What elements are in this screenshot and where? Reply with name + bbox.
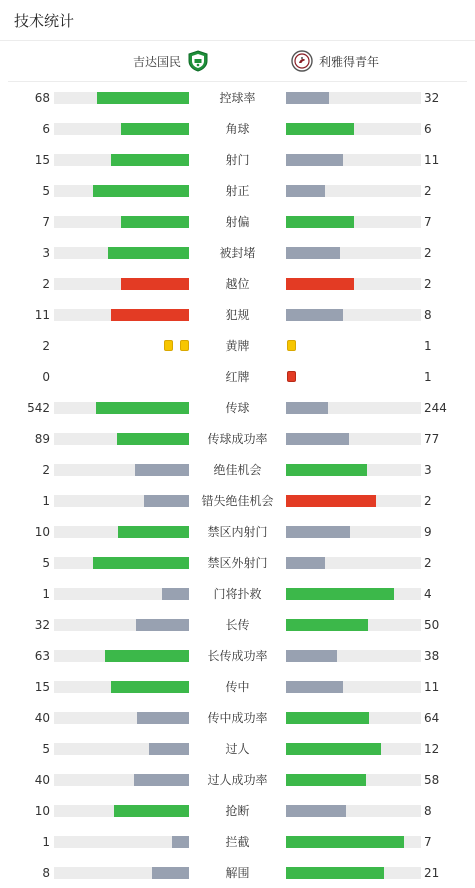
home-bar-track <box>54 712 189 724</box>
away-bar-track <box>286 247 421 259</box>
stat-label: 解围 <box>225 866 250 880</box>
home-value: 63 <box>34 649 50 663</box>
away-value: 9 <box>424 525 432 539</box>
stat-label: 过人 <box>225 742 250 756</box>
stat-row <box>0 646 475 666</box>
away-bar-track <box>286 464 421 476</box>
away-bar-track <box>286 681 421 693</box>
away-bar-fill <box>286 650 337 662</box>
home-bar-fill <box>152 867 189 879</box>
home-value: 1 <box>42 835 50 849</box>
home-bar-fill <box>149 743 189 755</box>
away-value: 58 <box>424 773 440 787</box>
stat-label: 传中 <box>225 680 250 694</box>
stat-label: 红牌 <box>225 370 250 384</box>
away-bar-fill <box>286 805 346 817</box>
stat-label: 过人成功率 <box>207 773 268 787</box>
home-team[interactable] <box>133 41 209 81</box>
home-bar-track <box>54 743 189 755</box>
stat-label: 控球率 <box>219 91 256 105</box>
stat-row <box>0 863 475 883</box>
home-bar-fill <box>137 712 189 724</box>
stat-label: 长传 <box>225 618 250 632</box>
away-value: 2 <box>424 184 432 198</box>
away-bar-fill <box>286 557 325 569</box>
away-bar-track <box>286 495 421 507</box>
away-bar-fill <box>286 867 384 879</box>
stat-label: 门将扑救 <box>213 587 262 601</box>
away-bar-track <box>286 588 421 600</box>
stat-label: 禁区外射门 <box>207 556 268 570</box>
stat-label: 射正 <box>225 184 250 198</box>
stat-label: 长传成功率 <box>207 649 268 663</box>
home-bar-track <box>54 402 189 414</box>
home-value: 10 <box>34 804 50 818</box>
stat-label: 射门 <box>225 153 250 167</box>
away-bar-fill <box>286 526 350 538</box>
home-value: 15 <box>34 680 50 694</box>
away-bar-fill <box>286 743 381 755</box>
away-bar-fill <box>286 836 404 848</box>
away-value: 50 <box>424 618 440 632</box>
away-value: 8 <box>424 804 432 818</box>
home-value: 5 <box>42 184 50 198</box>
home-bar-fill <box>134 774 189 786</box>
away-bar-fill <box>286 247 340 259</box>
stat-row <box>0 367 475 387</box>
stat-label: 错失绝佳机会 <box>201 494 274 508</box>
stat-row <box>0 398 475 418</box>
home-bar-track <box>54 588 189 600</box>
home-bar-fill <box>114 805 189 817</box>
away-value: 3 <box>424 463 432 477</box>
away-bar-track <box>286 402 421 414</box>
home-value: 542 <box>27 401 50 415</box>
stat-row <box>0 801 475 821</box>
away-bar-fill <box>286 464 367 476</box>
home-bar-fill <box>111 309 189 321</box>
red-card-icon <box>287 371 296 382</box>
stat-row <box>0 832 475 852</box>
away-bar-track <box>286 743 421 755</box>
home-value: 2 <box>42 463 50 477</box>
away-bar-track <box>286 433 421 445</box>
home-bar-track <box>54 557 189 569</box>
away-bar-track <box>286 154 421 166</box>
home-value: 89 <box>34 432 50 446</box>
away-value: 11 <box>424 680 440 694</box>
stat-row <box>0 181 475 201</box>
away-bar-track <box>286 836 421 848</box>
home-bar-fill <box>144 495 189 507</box>
home-bar-track <box>54 309 189 321</box>
away-team-crest-icon <box>291 50 313 72</box>
away-bar-track <box>286 712 421 724</box>
home-bar-track <box>54 836 189 848</box>
stat-label: 传中成功率 <box>207 711 268 725</box>
away-team-name: 利雅得青年 <box>319 54 380 69</box>
stat-row <box>0 88 475 108</box>
home-team-name: 吉达国民 <box>132 54 181 69</box>
home-bar-fill <box>121 123 189 135</box>
away-value: 64 <box>424 711 440 725</box>
away-bar-track <box>286 526 421 538</box>
teams-bar <box>8 41 467 82</box>
away-bar-fill <box>286 402 328 414</box>
stat-label: 传球成功率 <box>207 432 268 446</box>
home-bar-fill <box>121 278 189 290</box>
home-bar-track <box>54 154 189 166</box>
away-bar-fill <box>286 123 354 135</box>
home-bar-track <box>54 247 189 259</box>
page-header <box>0 0 475 41</box>
away-bar-track <box>286 619 421 631</box>
stat-label: 角球 <box>225 122 250 136</box>
away-bar-fill <box>286 619 368 631</box>
away-bar-track <box>286 185 421 197</box>
home-value: 40 <box>34 711 50 725</box>
away-bar-fill <box>286 774 366 786</box>
away-value: 21 <box>424 866 440 880</box>
stat-row <box>0 739 475 759</box>
home-bar-track <box>54 619 189 631</box>
away-bar-track <box>286 92 421 104</box>
home-bar-fill <box>111 681 189 693</box>
home-bar-track <box>54 526 189 538</box>
stat-row <box>0 429 475 449</box>
away-value: 4 <box>424 587 432 601</box>
stat-label: 越位 <box>225 277 250 291</box>
away-bar-fill <box>286 712 369 724</box>
home-value: 2 <box>42 339 50 353</box>
home-bar-fill <box>105 650 189 662</box>
away-bar-track <box>286 867 421 879</box>
stat-row <box>0 150 475 170</box>
home-value: 8 <box>42 866 50 880</box>
home-value: 11 <box>34 308 50 322</box>
home-bar-fill <box>135 464 189 476</box>
stat-row <box>0 584 475 604</box>
stat-row <box>0 553 475 573</box>
away-value: 2 <box>424 494 432 508</box>
home-bar-fill <box>118 526 189 538</box>
home-value: 0 <box>42 370 50 384</box>
away-value: 77 <box>424 432 440 446</box>
home-bar-fill <box>96 402 189 414</box>
stat-row <box>0 243 475 263</box>
away-value: 244 <box>424 401 447 415</box>
home-value: 5 <box>42 556 50 570</box>
home-value: 7 <box>42 215 50 229</box>
stat-row <box>0 615 475 635</box>
home-bar-fill <box>93 557 189 569</box>
stat-row <box>0 305 475 325</box>
away-value: 1 <box>424 339 432 353</box>
home-value: 1 <box>42 587 50 601</box>
away-bar-fill <box>286 495 376 507</box>
away-bar-track <box>286 805 421 817</box>
home-bar-fill <box>162 588 189 600</box>
stat-label: 传球 <box>225 401 250 415</box>
away-bar-fill <box>286 154 343 166</box>
stat-row <box>0 336 475 356</box>
away-bar-track <box>286 557 421 569</box>
away-value: 2 <box>424 246 432 260</box>
home-value: 1 <box>42 494 50 508</box>
stat-label: 犯规 <box>225 308 250 322</box>
away-bar-fill <box>286 588 394 600</box>
away-bar-track <box>286 278 421 290</box>
away-value: 6 <box>424 122 432 136</box>
away-bar-fill <box>286 309 343 321</box>
stat-label: 抢断 <box>225 804 250 818</box>
stat-row <box>0 212 475 232</box>
yellow-card-icon <box>180 340 189 351</box>
home-bar-track <box>54 867 189 879</box>
away-value: 8 <box>424 308 432 322</box>
stat-row <box>0 522 475 542</box>
home-bar-fill <box>121 216 189 228</box>
home-value: 15 <box>34 153 50 167</box>
stat-label: 黄牌 <box>225 339 250 353</box>
home-value: 2 <box>42 277 50 291</box>
away-value: 2 <box>424 556 432 570</box>
away-bar-fill <box>286 92 329 104</box>
away-value: 7 <box>424 215 432 229</box>
away-bar-track <box>286 309 421 321</box>
away-value: 7 <box>424 835 432 849</box>
stat-row <box>0 708 475 728</box>
home-bar-fill <box>93 185 189 197</box>
stat-row <box>0 119 475 139</box>
page-title: 技术统计 <box>14 11 75 30</box>
yellow-card-icon <box>287 340 296 351</box>
stat-label: 拦截 <box>225 835 250 849</box>
home-bar-fill <box>108 247 189 259</box>
stat-row <box>0 460 475 480</box>
away-bar-fill <box>286 185 325 197</box>
home-bar-track <box>54 464 189 476</box>
home-bar-track <box>54 495 189 507</box>
away-value: 32 <box>424 91 440 105</box>
stat-label: 禁区内射门 <box>207 525 268 539</box>
stat-label: 被封堵 <box>219 246 256 260</box>
away-bar-track <box>286 650 421 662</box>
away-bar-fill <box>286 278 354 290</box>
home-bar-fill <box>97 92 189 104</box>
stat-row <box>0 274 475 294</box>
home-bar-fill <box>136 619 189 631</box>
home-bar-track <box>54 123 189 135</box>
home-bar-track <box>54 774 189 786</box>
home-bar-track <box>54 278 189 290</box>
home-value: 10 <box>34 525 50 539</box>
stat-label: 绝佳机会 <box>213 463 262 477</box>
home-value: 68 <box>34 91 50 105</box>
home-value: 6 <box>42 122 50 136</box>
home-bar-fill <box>117 433 189 445</box>
away-value: 1 <box>424 370 432 384</box>
stat-label: 射偏 <box>225 215 250 229</box>
away-bar-fill <box>286 216 354 228</box>
away-value: 38 <box>424 649 440 663</box>
home-bar-track <box>54 805 189 817</box>
home-bar-track <box>54 681 189 693</box>
away-bar-track <box>286 774 421 786</box>
away-value: 12 <box>424 742 440 756</box>
home-value: 32 <box>34 618 50 632</box>
home-bar-track <box>54 216 189 228</box>
home-value: 5 <box>42 742 50 756</box>
away-bar-track <box>286 216 421 228</box>
home-bar-track <box>54 650 189 662</box>
home-bar-fill <box>111 154 189 166</box>
away-bar-fill <box>286 681 343 693</box>
stat-row <box>0 770 475 790</box>
away-bar-fill <box>286 433 349 445</box>
away-bar-track <box>286 123 421 135</box>
home-team-crest-icon <box>187 50 209 72</box>
home-bar-fill <box>172 836 189 848</box>
away-value: 11 <box>424 153 440 167</box>
stat-row <box>0 677 475 697</box>
away-team[interactable] <box>291 41 379 81</box>
home-bar-track <box>54 92 189 104</box>
home-value: 40 <box>34 773 50 787</box>
home-value: 3 <box>42 246 50 260</box>
stat-row <box>0 491 475 511</box>
home-bar-track <box>54 433 189 445</box>
away-value: 2 <box>424 277 432 291</box>
home-bar-track <box>54 185 189 197</box>
yellow-card-icon <box>164 340 173 351</box>
